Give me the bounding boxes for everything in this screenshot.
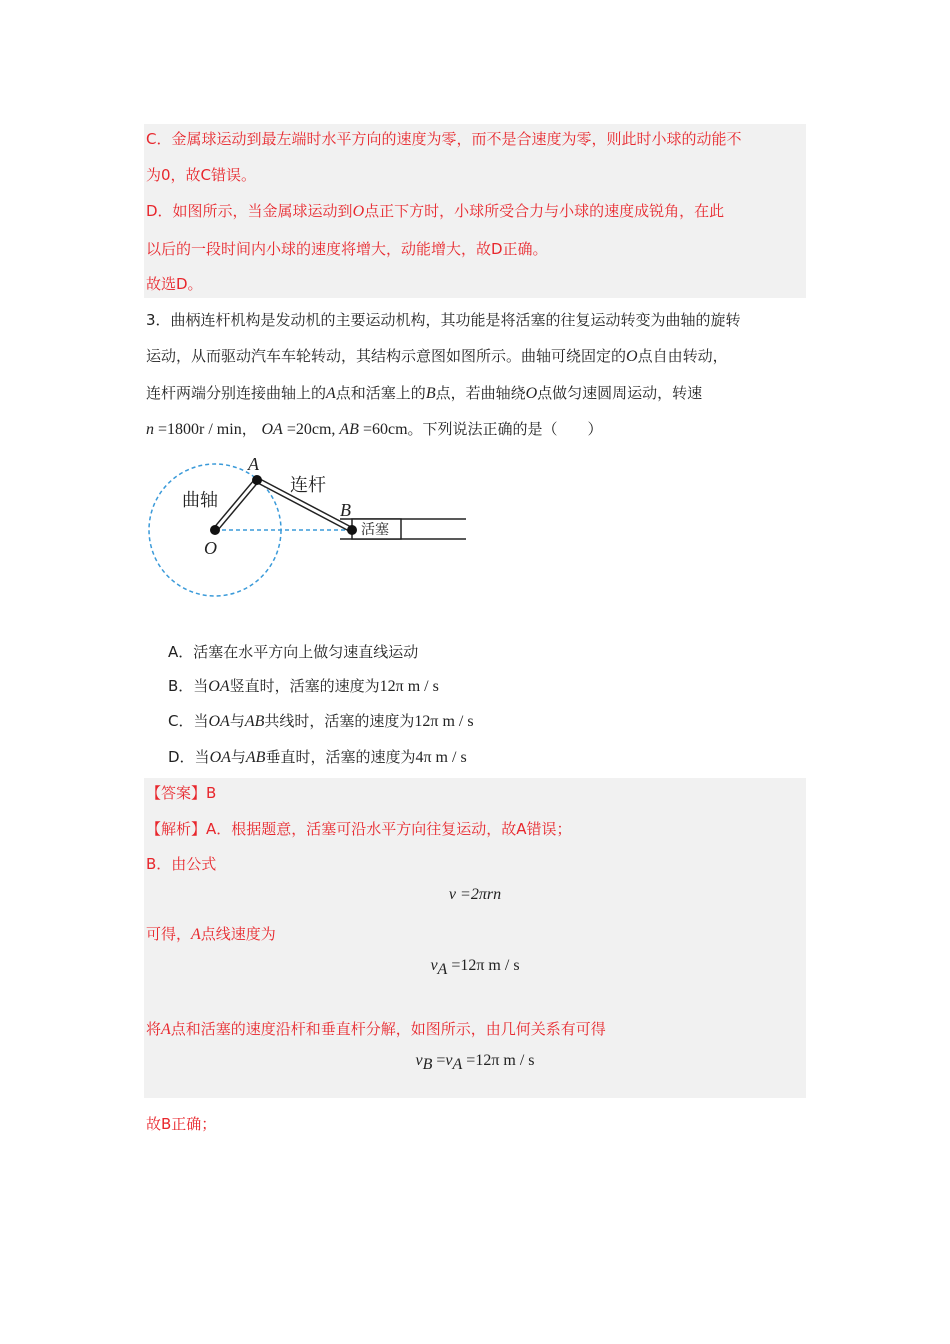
label-huosai: 活塞 (361, 522, 389, 538)
answer-label: 【答案】B (146, 784, 217, 802)
label-quzhou: 曲轴 (182, 490, 218, 511)
label-O: O (204, 538, 217, 558)
analysis-b-intro: B．由公式 (146, 855, 217, 873)
prev-choose: 故选D。 (146, 275, 203, 293)
question-line2: 运动，从而驱动汽车车轮转动，其结构示意图如图所示。曲轴可绕固定的O点自由转动， (146, 347, 728, 365)
formula-v-2pirn: v =2πrn (448, 886, 502, 903)
joint-O (210, 525, 220, 535)
formula-vB-vA: $v_B =v_A =12\pi$ m / s (415, 1052, 535, 1073)
prev-option-d-line1: D．如图所示，当金属球运动到O点正下方时，小球所受合力与小球的速度成锐角，在此 (146, 202, 725, 220)
question-line4: n =1800r / min， OA =20cm, AB =60cm。下列说法正确的是（ ） (146, 420, 603, 438)
label-liangan: 连杆 (290, 475, 326, 496)
analysis-decomposition: 将A点和活塞的速度沿杆和垂直杆分解，如图所示，由几何关系有可得 (146, 1020, 606, 1038)
analysis-line1: 【解析】A．根据题意，活塞可沿水平方向往复运动，故A错误； (146, 820, 572, 838)
joint-B (347, 525, 357, 535)
prev-option-c-line1: C．金属球运动到最左端时水平方向的速度为零，而不是合速度为零，则此时小球的动能不 (146, 130, 742, 148)
label-A: A (248, 454, 259, 474)
option-b: B．当OA竖直时，活塞的速度为12π m / s (168, 677, 439, 695)
question-line3: 连杆两端分别连接曲轴上的A点和活塞上的B点，若曲轴绕O点做匀速圆周运动，转速 (146, 384, 703, 402)
prev-option-d-line2: 以后的一段时间内小球的速度将增大，动能增大，故D正确。 (146, 240, 548, 258)
joint-A (252, 475, 262, 485)
option-a: A．活塞在水平方向上做匀速直线运动 (168, 643, 419, 661)
formula-vA: $v_A =12\pi$ m / s (430, 957, 520, 978)
crank-arm-inner (215, 480, 257, 530)
crank-figure (140, 450, 480, 610)
analysis-kede: 可得，A点线速度为 (146, 925, 276, 943)
option-c: C．当OA与AB共线时，活塞的速度为12π m / s (168, 712, 474, 730)
prev-option-c-line2: 为0，故C错误。 (146, 166, 257, 184)
analysis-conclusion: 故B正确； (146, 1115, 217, 1133)
label-B: B (340, 500, 351, 520)
question-line1: 3．曲柄连杆机构是发动机的主要运动机构，其功能是将活塞的往复运动转变为曲轴的旋转 (146, 311, 741, 329)
option-d: D．当OA与AB垂直时，活塞的速度为4π m / s (168, 748, 467, 766)
